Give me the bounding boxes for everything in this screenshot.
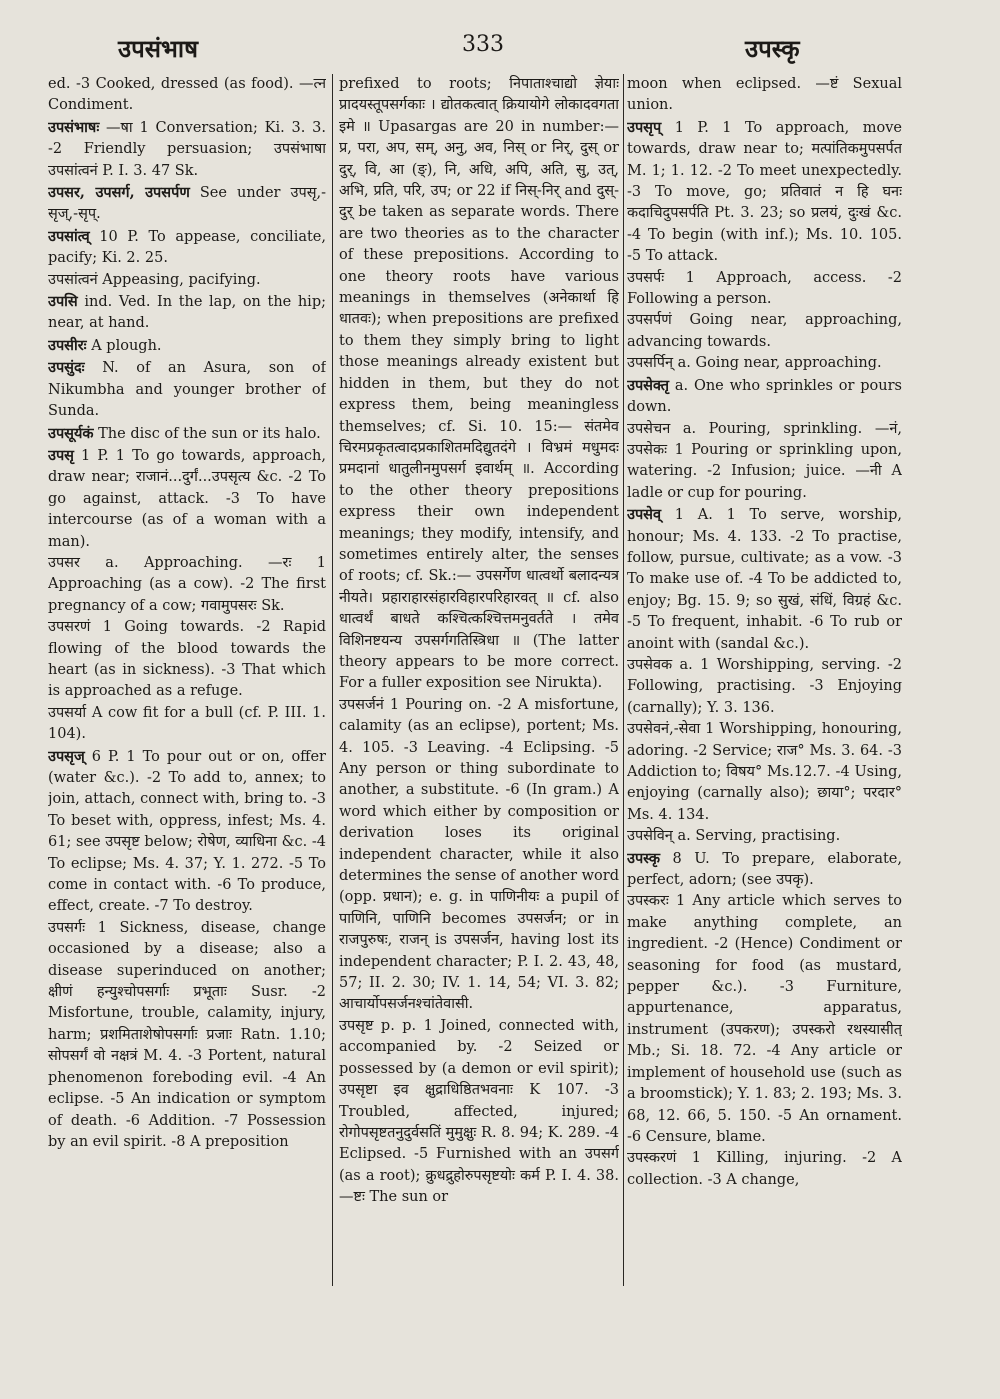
column-rule-2: [623, 74, 624, 1286]
dictionary-entry: [48, 357, 326, 422]
entry-text: उपसर्गः 1 Sickness, disease, change occasioned by a disease; also a disease superinduced on another; क्षीणं हन्युश्चोपसर्गाः प्रभूताः Susr. -2 Misfortune, trouble, calamity, injury, harm; प्रशमिताशेषोपसर्गाः प्रजाः Ratn. 1.10; सोपसर्गं वो नक्षत्रं M. 4. -3 Portent, natural phenomenon foreboding evil. -4 An eclipse. -5 An indication or symptom of death. -6 Addition. -7 Possession by an evil spirit. -8 A preposition: [48, 919, 326, 1150]
dictionary-entry: [48, 270, 326, 291]
entry-headword: उपसुंदः: [48, 359, 85, 377]
entry-text: The disc of the sun or its halo.: [93, 425, 321, 442]
running-head-left: उपसंभाष: [118, 34, 198, 63]
column-rule-1: [332, 74, 333, 1286]
dictionary-entry: [48, 182, 326, 226]
dictionary-entry: [627, 891, 902, 1148]
entry-text: 8 U. To prepare, elaborate, perfect, adorn; (see उपकृ).: [627, 850, 902, 889]
entry-headword: उपसांत्व्: [48, 227, 90, 245]
entry-text: A plough.: [86, 337, 162, 354]
dictionary-entry: [48, 445, 326, 553]
dictionary-entry: [48, 291, 326, 335]
entry-text: N. of an Asura, son of Nikumbha and younger brother of Sunda.: [48, 360, 326, 420]
entry-text: उपसेचन a. Pouring, sprinkling. —नं, उपसेकः 1 Pouring or sprinkling upon, watering. -2 Infusion; juice. —नी A ladle or cup for pouring.: [627, 420, 902, 501]
dictionary-entry: [339, 695, 619, 1016]
entry-headword: उपसेक्तृ: [627, 376, 670, 394]
entry-text: उपसरणं 1 Going towards. -2 Rapid flowing of the blood towards the heart (as in sickness). -3 That which is approached as a refuge.: [48, 619, 326, 700]
entry-text: उपसेविन् a. Serving, practising.: [627, 828, 841, 845]
entry-text: उपसृष्ट p. p. 1 Joined, connected with, accompanied by. -2 Seized or possessed by (a demon or evil spirit); उपसृष्टा इव क्षुद्राधिष्ठितभवनाः K 107. -3 Troubled, affected, injured; रोगोपसृष्टतनुदुर्वसतिं मुमुक्षुः R. 8. 94; K. 289. -4 Eclipsed. -5 Furnished with an उपसर्ग (as a root); क्रुधद्रुहोरुपसृष्टयोः कर्म P. I. 4. 38. —ष्टः The sun or: [339, 1017, 619, 1206]
entry-headword: उपस्कृ: [627, 849, 660, 867]
entry-text: उपसर्या A cow fit for a bull (cf. P. III. 1. 104).: [48, 704, 326, 743]
dictionary-entry: [627, 375, 902, 419]
entry-text: उपसर a. Approaching. —रः 1 Approaching (as a cow). -2 The first pregnancy of a cow; गवामुपसरः Sk.: [48, 554, 326, 614]
column-3: [627, 74, 902, 1286]
dictionary-entry: [627, 504, 902, 655]
entry-text: उपसेवक a. 1 Worshipping, serving. -2 Following, practising. -3 Enjoying (carnally); Y. 3. 136.: [627, 656, 902, 716]
entry-text: See under उपसृ,-सृज्,-सृप्.: [48, 185, 326, 223]
entry-text: 10 P. To appease, conciliate, pacify; Ki. 2. 25.: [48, 228, 326, 267]
entry-text: उपसर्पिन् a. Going near, approaching.: [627, 355, 882, 372]
entry-text: 1 P. 1 To go towards, approach, draw near; राजानं...दुर्गं...उपसृत्य &c. -2 To go against, attack. -3 To have intercourse (as of a woman with a man).: [48, 447, 326, 550]
entry-text: उपसेवनं,-सेवा 1 Worshipping, honouring, adoring. -2 Service; राज° Ms. 3. 64. -3 Addiction to; विषय° Ms.12.7. -4 Using, enjoying (carnally also); छाया°; परदार° Ms. 4. 134.: [627, 721, 902, 823]
dictionary-entry: [339, 74, 619, 695]
entry-text: उपसांत्वनं Appeasing, pacifying.: [48, 271, 261, 288]
dictionary-entry: [627, 268, 902, 311]
dictionary-entry: [627, 655, 902, 719]
dictionary-entry: [48, 226, 326, 270]
entry-text: 1 P. 1 To approach, move towards, draw near to; मत्पांतिकमुपसर्पत M. 1; 1. 12. -2 To meet unexpectedly. -3 To move, go; प्रतिवातं न हि घनः कदाचिदुपसर्पति Pt. 3. 23; so प्रलयं, दुःखं &c. -4 To begin (with inf.); Ms. 10. 105. -5 To attack.: [627, 119, 902, 265]
entry-headword: उपसूर्यकं: [48, 424, 94, 442]
page-number: 333: [462, 32, 504, 57]
dictionary-entry: [48, 335, 326, 357]
entry-text: उपस्करणं 1 Killing, injuring. -2 A collection. -3 A change,: [627, 1150, 902, 1188]
entry-headword: उपसृप्: [627, 118, 662, 136]
dictionary-entry: [48, 423, 326, 445]
entry-text: उपसर्पणं Going near, approaching, advancing towards.: [627, 312, 902, 350]
entry-headword: उपसर, उपसर्ग, उपसर्पण: [48, 184, 190, 202]
dictionary-entry: [627, 419, 902, 505]
entry-text: उपसर्जनं 1 Pouring on. -2 A misfortune, calamity (as an eclipse), portent; Ms. 4. 105. -3 Leaving. -4 Eclipsing. -5 Any person or thing subordinate to another, a substitute. -6 (In gram.) A word which either by composition or derivation loses its original independent character, while it also determines the sense of another word (opp. प्रधान); e. g. in पाणिनीयः a pupil of पाणिनि, पाणिनि becomes उपसर्जन; or in राजपुरुषः, राजन् is उपसर्जन, having lost its independent character; P. I. 2. 43, 48, 57; II. 2. 30; IV. 1. 14, 54; VI. 3. 82; आचार्योपसर्जनश्चांतेवासी.: [339, 696, 619, 1013]
dictionary-entry: [627, 353, 902, 374]
entry-text: 6 P. 1 To pour out or on, offer (water &c.). -2 To add to, annex; to join, attach, connect with, bring to. -3 To beset with, oppress, infest; Ms. 4. 61; see उपसृष्ट below; रोषेण, व्याधिना &c. -4 To eclipse; Ms. 4. 37; Y. 1. 272. -5 To come in contact with. -6 To produce, effect, create. -7 To destroy.: [48, 748, 326, 915]
dictionary-entry: [48, 746, 326, 918]
entry-headword: उपसेव्: [627, 506, 662, 524]
entry-headword: उपसृ: [48, 446, 74, 464]
entry-headword: उपसीरः: [48, 336, 87, 354]
entry-text: उपसर्पः 1 Approach, access. -2 Following a person.: [627, 269, 902, 308]
dictionary-entry: [48, 703, 326, 746]
entry-headword: उपसि: [48, 293, 78, 311]
column-2: [339, 74, 619, 1286]
entry-text: 1 A. 1 To serve, worship, honour; Ms. 4. 133. -2 To practise, follow, pursue, cultivate; as a vow. -3 To make use of. -4 To be addicted to, enjoy; Bg. 15. 9; so सुखं, संधिं, विग्रहं &c. -5 To frequent, inhabit. -6 To rub or anoint with (sandal &c.).: [627, 507, 902, 652]
dictionary-entry: [48, 918, 326, 1153]
dictionary-entry: [339, 1016, 619, 1209]
dictionary-entry: [627, 117, 902, 268]
entry-text: उपस्करः 1 Any article which serves to make anything complete, an ingredient. -2 (Hence) Condiment or seasoning for food (as mustard, pepper &c.). -3 Furniture, appurtenance, apparatus, instrument (उपकरण); उपस्करो रथस्यासीत् Mb.; Si. 18. 72. -4 Any article or implement of household use (such as a broomstick); Y. 1. 83; 2. 193; Ms. 3. 68, 12. 66, 5. 150. -5 An ornament. -6 Censure, blame.: [627, 893, 902, 1145]
dictionary-entry: [627, 826, 902, 847]
dictionary-entry: [627, 719, 902, 826]
column-1: [48, 74, 326, 1286]
entry-headword: उपसंभाषः: [48, 118, 100, 136]
entry-text: prefixed to roots; निपाताश्चाद्यो ज्ञेयाः प्रादयस्तूपसर्गकाः । द्योतकत्वात् क्रियायोगे लोकादवगता इमे ॥ Upasargas are 20 in number:— प्र, परा, अप, सम्, अनु, अव, निस् or निर्, दुस् or दुर्, वि, आ (ङ्), नि, अधि, अपि, अति, सु, उत्, अभि, प्रति, परि, उप; or 22 if निस्-निर् and दुस्-दुर् be taken as separate words. There are two theories as to the character of these prepositions. According to one theory roots have various meanings in themselves (अनेकार्था हि धातवः); when prepositions are prefixed to them they simply bring to light those meanings already existent but hidden in them, but they do not express them, being meaningless themselves; cf. Si. 10. 15:— संतमेव चिरमप्रकृतत्वादप्रकाशितमदिद्युतदंगे । विभ्रमं मधुमदः प्रमदानां धातुलीनमुपसर्ग इवार्थम् ॥. According to the other theory prepositions express their own independent meanings; they modify, intensify, and sometimes entirely alter, the senses of roots; cf. Sk.:— उपसर्गेण धात्वर्थो बलादन्यत्र नीयते। प्रहाराहारसंहारविहारपरिहारवत् ॥ cf. also धात्वर्थं बाधते कश्चित्कश्चित्तमनुवर्तते । तमेव विशिनष्टयन्य उपसर्गगतिस्त्रिधा ॥ (The latter theory appears to be more correct. For a fuller exposition see Nirukta).: [339, 76, 619, 692]
dictionary-entry: [48, 617, 326, 703]
entry-text: moon when eclipsed. —ष्टं Sexual union.: [627, 76, 902, 114]
dictionary-entry: [48, 117, 326, 182]
entry-text: ind. Ved. In the lap, on the hip; near, at hand.: [48, 294, 326, 332]
dictionary-entry: [627, 848, 902, 892]
dictionary-entry: [627, 310, 902, 353]
dictionary-entry: [48, 74, 326, 117]
entry-headword: उपसृज्: [48, 747, 85, 765]
running-head-right: उपस्कृ: [745, 34, 800, 63]
dictionary-entry: [48, 553, 326, 617]
entry-text: —षा 1 Conversation; Ki. 3. 3. -2 Friendly persuasion; उपसंभाषा उपसांत्वनं P. I. 3. 47 Sk.: [48, 119, 326, 179]
dictionary-entry: [627, 74, 902, 117]
entry-text: ed. -3 Cooked, dressed (as food). —त्न Condiment.: [48, 76, 326, 114]
entry-text: a. One who sprinkles or pours down.: [627, 377, 902, 416]
dictionary-entry: [627, 1148, 902, 1191]
